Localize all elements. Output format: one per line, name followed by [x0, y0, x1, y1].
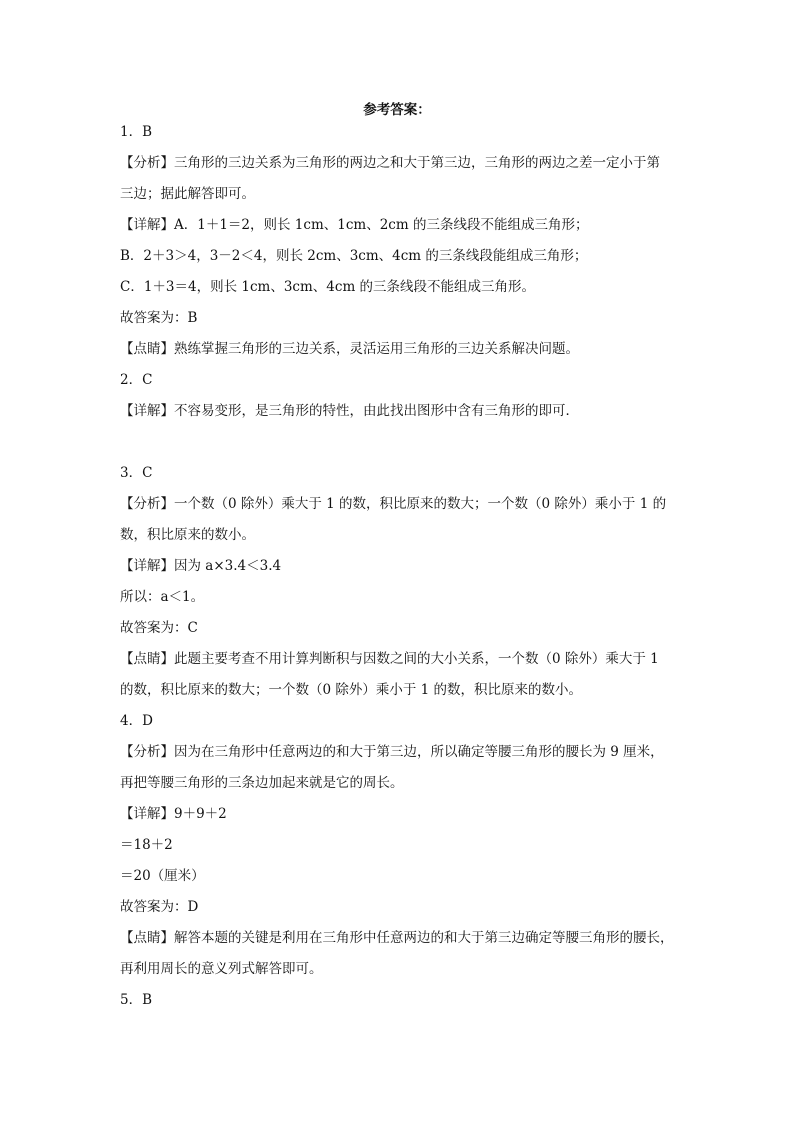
comment-line: 【点睛】熟练掌握三角形的三边关系，灵活运用三角形的三边关系解决问题。 — [120, 341, 579, 357]
answer-line: 故答案为：D — [120, 899, 199, 915]
analysis-line: 再把等腰三角形的三条边加起来就是它的周长。 — [120, 775, 404, 791]
detail-line: ＝20（厘米） — [120, 868, 205, 884]
analysis-line: 【分析】三角形的三边关系为三角形的两边之和大于第三边，三角形的两边之差一定小于第 — [120, 155, 660, 171]
analysis-line: 【分析】因为在三角形中任意两边的和大于第三边，所以确定等腰三角形的腰长为 9 厘米， — [120, 744, 664, 760]
detail-line: C．1＋3＝4，则长 1cm、3cm、4cm 的三条线段不能组成三角形。 — [120, 279, 536, 295]
analysis-line: 数，积比原来的数小。 — [120, 527, 255, 543]
detail-line: 【详解】9＋9＋2 — [120, 806, 227, 822]
comment-line: 再利用周长的意义列式解答即可。 — [120, 961, 323, 977]
detail-line: B．2＋3＞4，3－2＜4，则长 2cm、3cm、4cm 的三条线段能组成三角形； — [120, 248, 588, 264]
detail-line: 【详解】因为 a×3.4＜3.4 — [120, 558, 282, 574]
detail-line: 所以：a＜1。 — [120, 589, 205, 605]
answer-number: 5．B — [120, 992, 153, 1008]
answer-line: 故答案为：C — [120, 620, 198, 636]
comment-line: 【点睛】解答本题的关键是利用在三角形中任意两边的和大于第三边确定等腰三角形的腰长， — [120, 930, 674, 946]
answer-number: 1．B — [120, 124, 153, 140]
answer-number: 4．D — [120, 713, 153, 729]
analysis-line: 【分析】一个数（0 除外）乘大于 1 的数，积比原来的数大；一个数（0 除外）乘小于 1 的 — [120, 496, 667, 512]
answer-line: 故答案为：B — [120, 310, 198, 326]
comment-line: 【点睛】此题主要考查不用计算判断积与因数之间的大小关系，一个数（0 除外）乘大于 1 — [120, 651, 659, 667]
detail-line: ＝18＋2 — [120, 837, 173, 853]
page-title: 参考答案： — [363, 102, 431, 118]
answer-number: 2．C — [120, 372, 153, 388]
answer-number: 3．C — [120, 465, 153, 481]
comment-line: 的数，积比原来的数大；一个数（0 除外）乘小于 1 的数，积比原来的数小。 — [120, 682, 583, 698]
detail-line: 【详解】A．1＋1＝2，则长 1cm、1cm、2cm 的三条线段不能组成三角形； — [120, 217, 589, 233]
analysis-line: 三边；据此解答即可。 — [120, 186, 255, 202]
detail-line: 【详解】不容易变形，是三角形的特性，由此找出图形中含有三角形的即可． — [120, 403, 579, 419]
